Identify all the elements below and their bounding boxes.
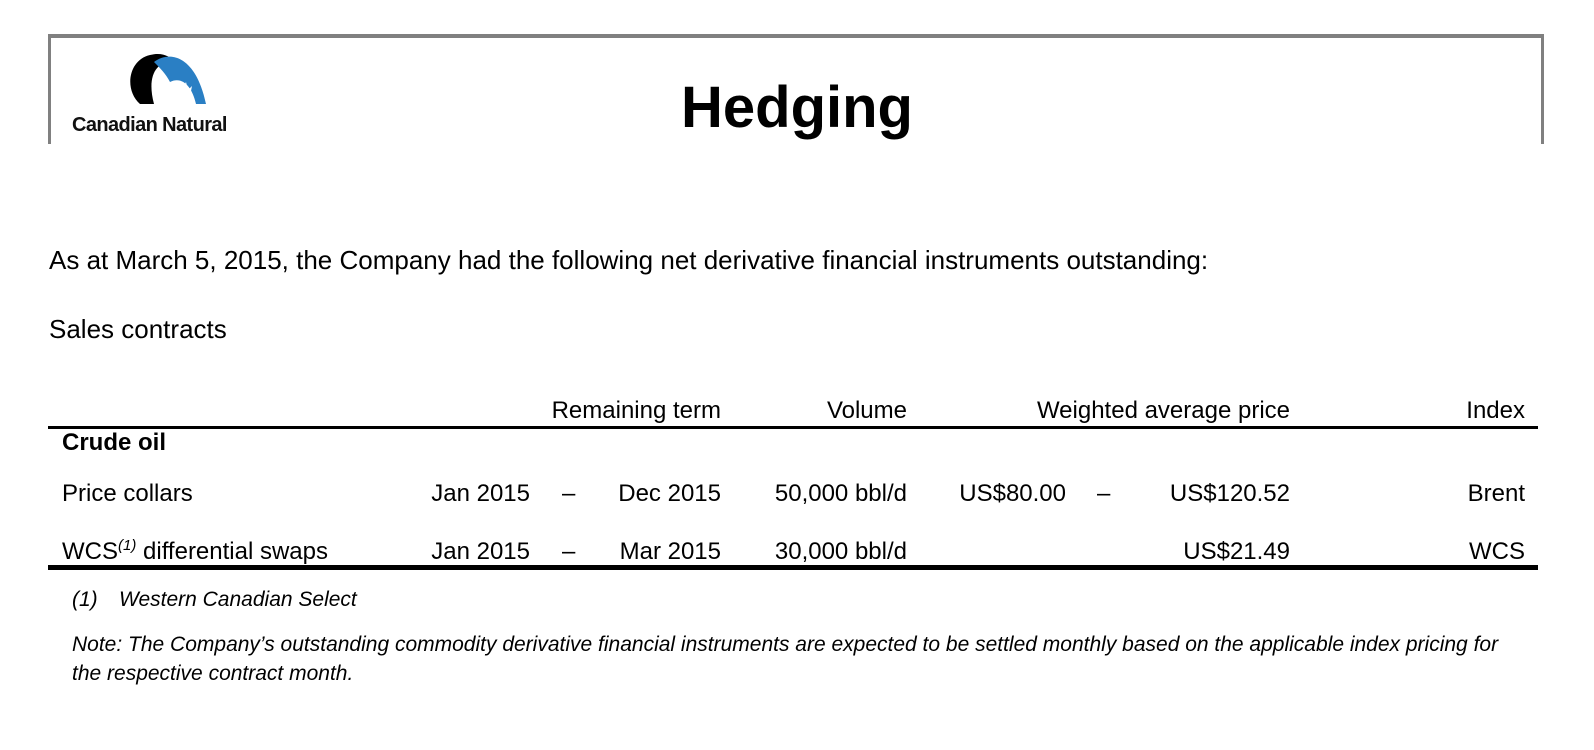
- term-end: Dec 2015: [618, 480, 721, 507]
- col-header-weighted-average-price: Weighted average price: [1036, 397, 1290, 424]
- row-label: [62, 538, 328, 566]
- col-header-volume: Volume: [826, 397, 907, 424]
- logo-text: Canadian Natural: [72, 114, 227, 136]
- price-high: US$120.52: [1169, 480, 1290, 507]
- price-high: US$21.49: [1183, 538, 1290, 565]
- intro-text: As at March 5, 2015, the Company had the following net derivative financial instruments outstanding:: [49, 245, 1209, 275]
- row-label: Price collars: [62, 480, 193, 507]
- index: WCS: [1469, 538, 1525, 565]
- volume: 50,000 bbl/d: [774, 480, 907, 507]
- volume: 30,000 bbl/d: [774, 538, 907, 565]
- group-label-crude-oil: Crude oil: [62, 429, 167, 456]
- note-text: Note: The Company’s outstanding commodity derivative financial instruments are expected to be settled monthly based on the applicable index pricing for the respective contract month.: [72, 633, 1499, 685]
- table-bottom-rule: [48, 565, 1538, 570]
- row-label-text: WCS: [62, 538, 118, 565]
- footnote-marker-1: (1): [72, 588, 98, 611]
- term-end: Mar 2015: [619, 538, 721, 565]
- term-dash: –: [562, 538, 576, 565]
- term-dash: –: [562, 480, 576, 507]
- header-rule: [48, 426, 1538, 429]
- row-label-suffix: differential swaps: [136, 538, 329, 565]
- footnote-marker: (1): [118, 537, 137, 554]
- term-start: Jan 2015: [431, 538, 530, 565]
- section-title: Sales contracts: [49, 314, 227, 344]
- col-header-remaining-term: Remaining term: [551, 397, 721, 424]
- index: Brent: [1467, 480, 1525, 507]
- price-low: US$80.00: [959, 480, 1066, 507]
- col-header-index: Index: [1466, 397, 1525, 424]
- term-start: Jan 2015: [431, 480, 530, 507]
- price-dash: –: [1097, 480, 1111, 507]
- footnote-text-1: Western Canadian Select: [119, 588, 357, 611]
- page-title: Hedging: [681, 75, 913, 140]
